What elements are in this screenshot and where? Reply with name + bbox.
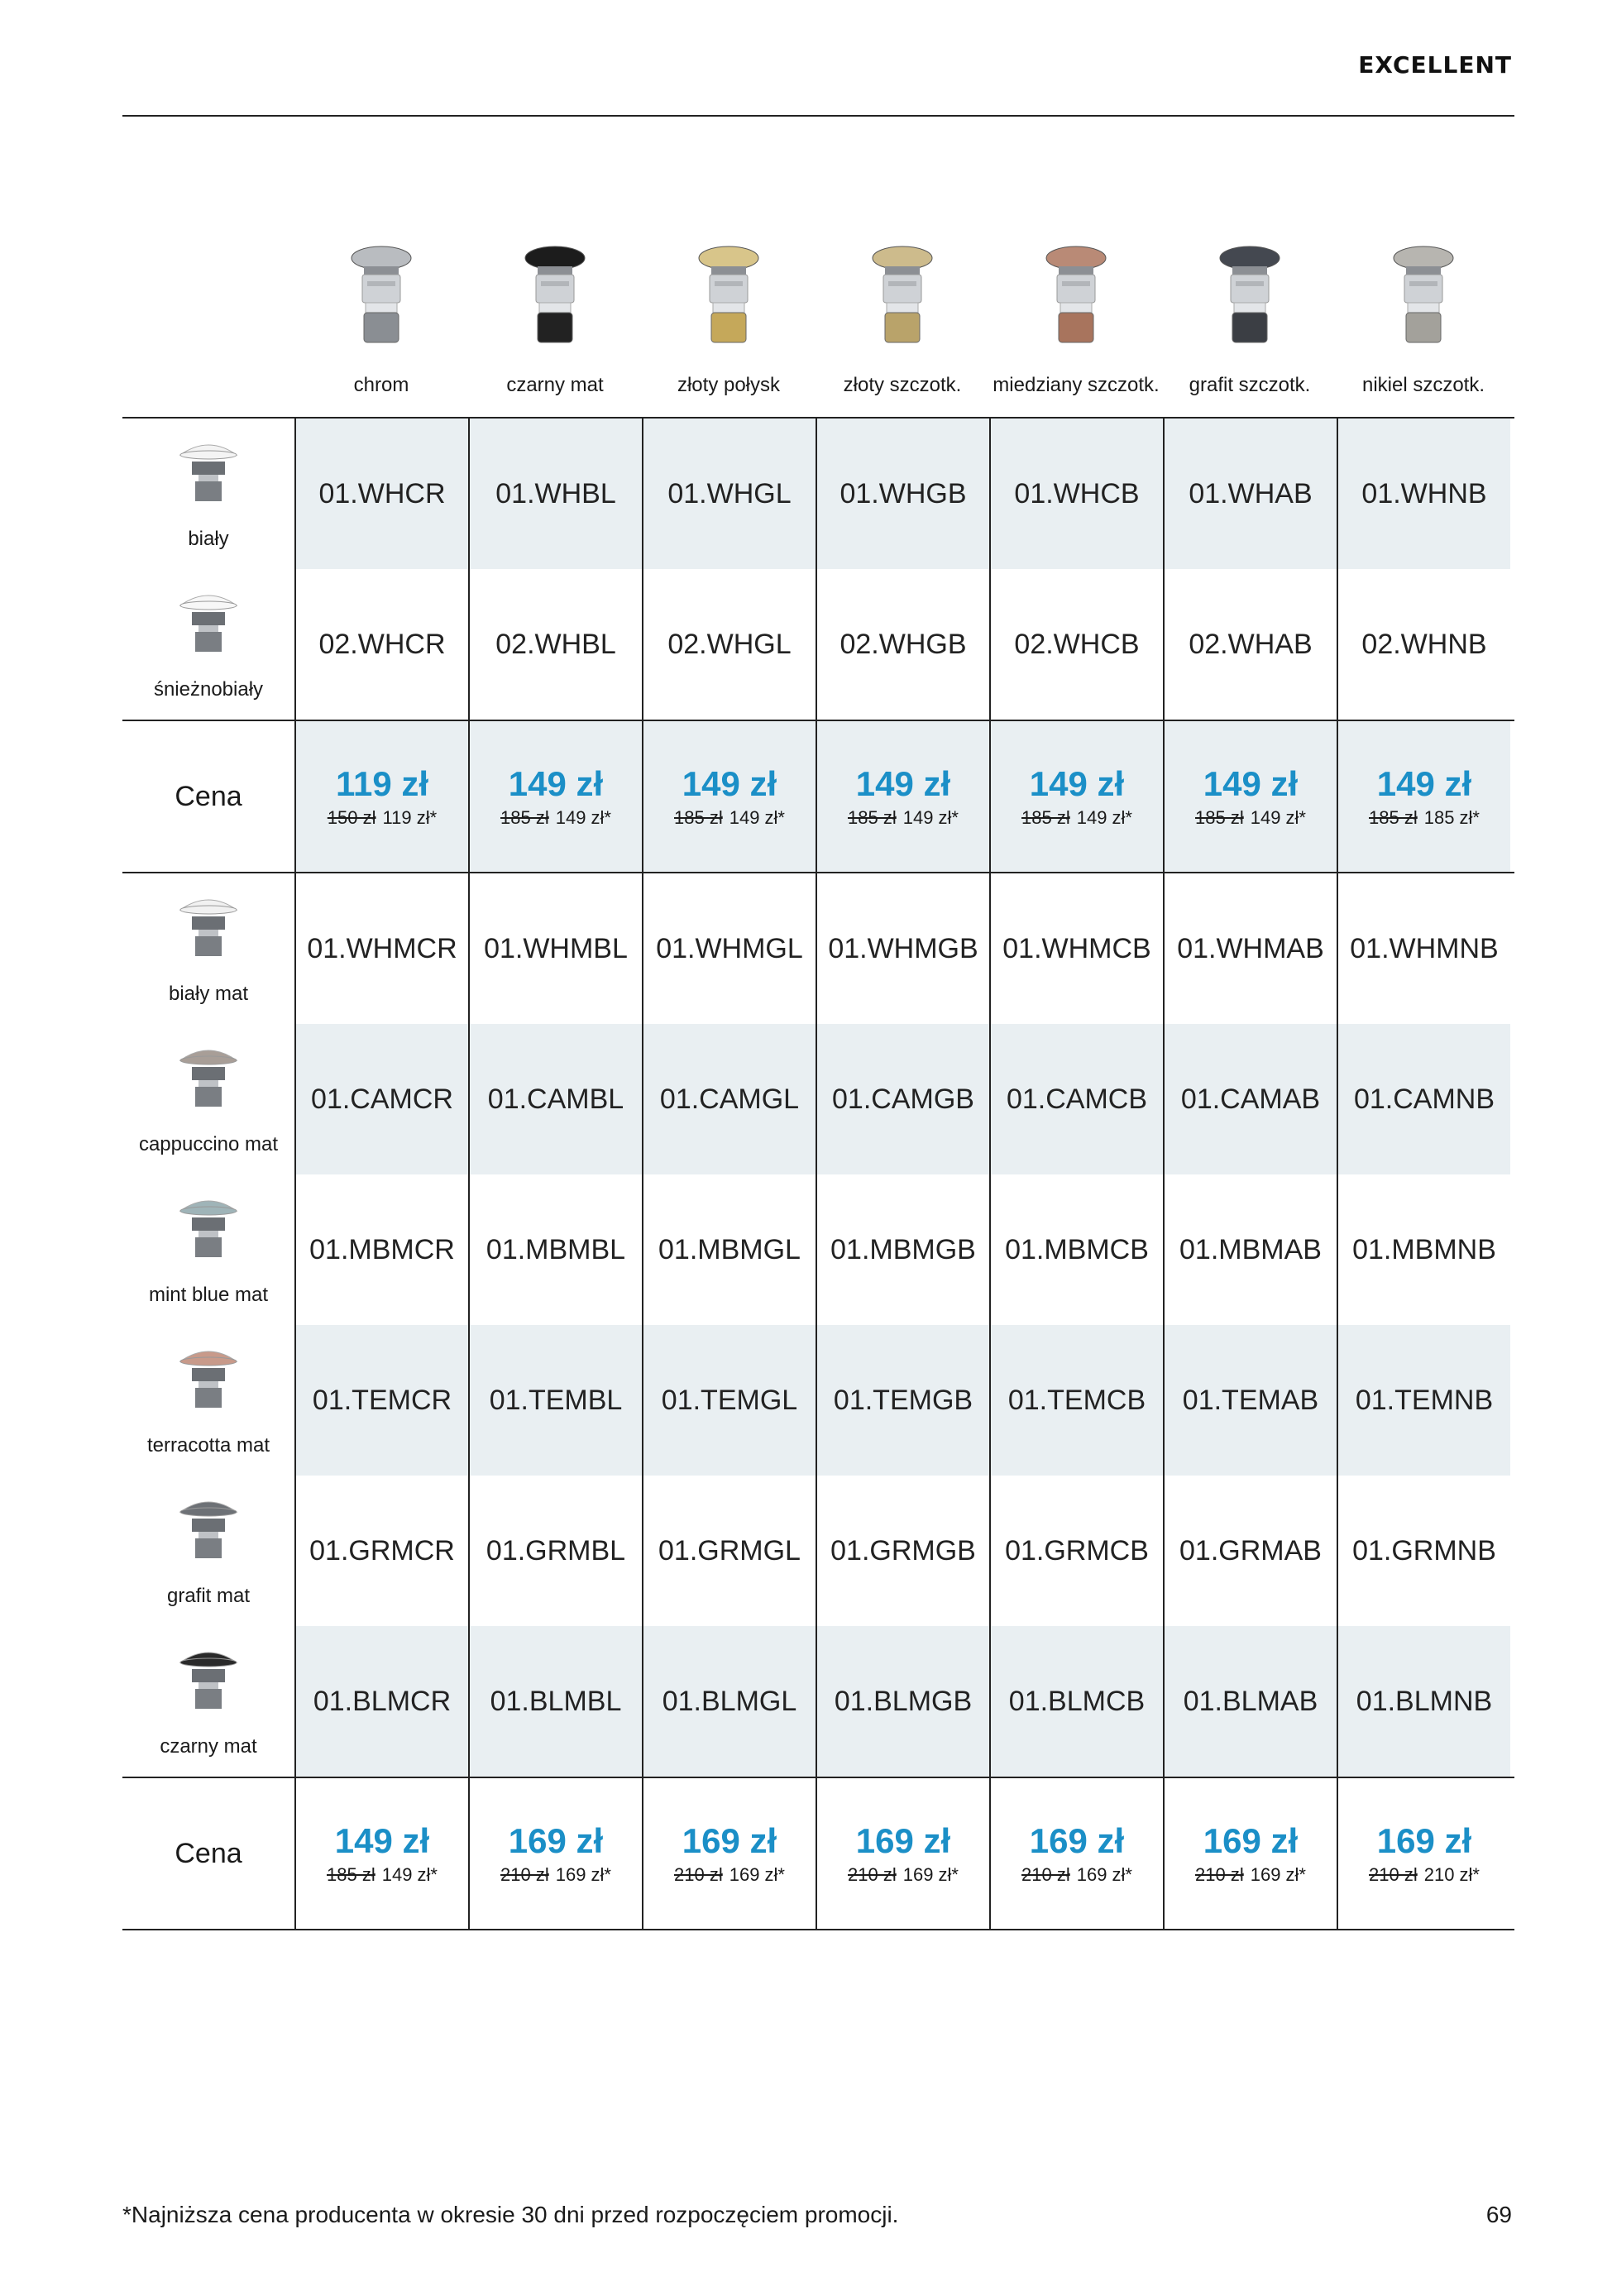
old-price: 185 zł <box>327 1864 375 1885</box>
price-cell <box>294 721 468 872</box>
product-row <box>122 1325 1514 1476</box>
cap-plug-icon <box>175 587 242 660</box>
cap-variant-label: grafit mat <box>166 1585 251 1607</box>
old-price: 210 zł <box>1369 1864 1418 1885</box>
product-code: 01.GRMGL <box>642 1476 816 1626</box>
finish-label: złoty szczotk. <box>843 374 962 396</box>
finish-column <box>816 240 989 405</box>
lowest-price: 169 zł* <box>1076 1864 1132 1885</box>
price-details <box>1369 1864 1480 1886</box>
product-code: 01.BLMNB <box>1337 1626 1510 1777</box>
product-code: 01.GRMCB <box>989 1476 1163 1626</box>
price-details <box>327 1864 438 1886</box>
product-code: 01.MBMCB <box>989 1174 1163 1325</box>
old-price: 210 zł <box>848 1864 897 1885</box>
product-code: 01.WHCB <box>989 419 1163 569</box>
product-code: 02.WHAB <box>1163 569 1337 720</box>
cap-plug-icon <box>175 1644 242 1717</box>
product-code: 01.WHMNB <box>1337 873 1510 1024</box>
product-row <box>122 1024 1514 1174</box>
finish-label: złoty połysk <box>677 374 781 396</box>
price-cell <box>294 1778 468 1929</box>
old-price: 185 zł <box>848 807 897 828</box>
product-row <box>122 569 1514 720</box>
price-details <box>1195 807 1306 829</box>
promo-price: 119 zł <box>335 764 429 803</box>
product-code: 01.MBMGL <box>642 1174 816 1325</box>
product-code: 01.MBMGB <box>816 1174 989 1325</box>
promo-price: 169 zł <box>855 1821 951 1860</box>
price-cell <box>989 721 1163 872</box>
product-code: 01.WHAB <box>1163 419 1337 569</box>
product-code: 01.CAMBL <box>468 1024 642 1174</box>
price-details <box>328 807 437 829</box>
cap-variant <box>122 1325 294 1476</box>
old-price: 210 zł <box>1021 1864 1070 1885</box>
product-code: 01.BLMAB <box>1163 1626 1337 1777</box>
price-cell <box>1163 1778 1337 1929</box>
finish-column <box>1337 240 1510 405</box>
cap-variant <box>122 569 294 720</box>
product-code: 01.BLMBL <box>468 1626 642 1777</box>
product-code: 01.WHBL <box>468 419 642 569</box>
cap-variant-label: terracotta mat <box>146 1434 270 1457</box>
price-cell <box>816 721 989 872</box>
price-details <box>1369 807 1480 829</box>
product-code: 01.CAMGL <box>642 1024 816 1174</box>
lowest-price: 149 zł* <box>555 807 611 828</box>
footnote: *Najniższa cena producenta w okresie 30 dni przed rozpoczęciem promocji. <box>122 2202 899 2227</box>
finish-column <box>989 240 1163 405</box>
old-price: 185 zł <box>1195 807 1244 828</box>
product-code: 02.WHGL <box>642 569 816 720</box>
price-details <box>500 1864 611 1886</box>
cap-plug-icon <box>175 437 242 509</box>
finish-header <box>122 240 1514 405</box>
lowest-price: 169 zł* <box>1250 1864 1306 1885</box>
product-code: 01.GRMAB <box>1163 1476 1337 1626</box>
finish-label: nikiel szczotk. <box>1361 374 1485 396</box>
lowest-price: 149 zł* <box>1250 807 1306 828</box>
cap-variant-label: mint blue mat <box>148 1284 269 1306</box>
promo-price: 169 zł <box>1203 1821 1299 1860</box>
product-code: 01.CAMCB <box>989 1024 1163 1174</box>
finish-label: chrom <box>353 374 409 396</box>
price-details <box>848 1864 959 1886</box>
product-code: 01.CAMCR <box>294 1024 468 1174</box>
product-code: 01.BLMCB <box>989 1626 1163 1777</box>
product-code: 01.WHMBL <box>468 873 642 1024</box>
price-details <box>848 807 959 829</box>
lowest-price: 119 zł* <box>382 807 438 828</box>
cap-variant-label: biały <box>188 528 229 550</box>
finish-column <box>468 240 642 405</box>
drain-plug-icon <box>691 240 766 356</box>
cap-plug-icon <box>175 1042 242 1115</box>
cap-variant <box>122 1024 294 1174</box>
price-details <box>1021 807 1132 829</box>
promo-price: 169 zł <box>682 1821 777 1860</box>
lowest-price: 149 zł* <box>902 807 959 828</box>
cap-plug-icon <box>175 892 242 964</box>
product-row <box>122 1626 1514 1777</box>
price-cell <box>642 1778 816 1929</box>
product-code: 01.BLMGB <box>816 1626 989 1777</box>
product-code: 01.WHNB <box>1337 419 1510 569</box>
drain-plug-icon <box>865 240 940 356</box>
cap-variant <box>122 1626 294 1777</box>
product-code: 01.MBMCR <box>294 1174 468 1325</box>
product-code: 02.WHCB <box>989 569 1163 720</box>
price-details <box>500 807 611 829</box>
lowest-price: 149 zł* <box>381 1864 438 1885</box>
lowest-price: 185 zł* <box>1423 807 1480 828</box>
product-code: 01.TEMAB <box>1163 1325 1337 1476</box>
product-row <box>122 419 1514 569</box>
finish-label: grafit szczotk. <box>1189 374 1311 396</box>
cap-plug-icon <box>175 1193 242 1265</box>
cap-variant-label: biały mat <box>168 983 249 1005</box>
cap-plug-icon <box>175 1494 242 1567</box>
product-code: 01.WHGL <box>642 419 816 569</box>
cap-variant <box>122 1476 294 1626</box>
product-code: 01.BLMGL <box>642 1626 816 1777</box>
page-number: 69 <box>1485 2202 1512 2227</box>
old-price: 185 zł <box>1021 807 1070 828</box>
finish-label: czarny mat <box>506 374 604 396</box>
promo-price: 169 zł <box>508 1821 604 1860</box>
promo-price: 149 zł <box>855 764 951 803</box>
price-row <box>122 720 1514 872</box>
finish-column <box>1163 240 1337 405</box>
product-code: 01.WHMGL <box>642 873 816 1024</box>
cap-variant <box>122 1174 294 1325</box>
product-code: 01.CAMGB <box>816 1024 989 1174</box>
brand-logo: EXCELLENT <box>1358 51 1512 79</box>
product-code: 01.TEMCR <box>294 1325 468 1476</box>
drain-plug-icon <box>344 240 419 356</box>
drain-plug-icon <box>1213 240 1287 356</box>
promo-price: 149 zł <box>682 764 777 803</box>
price-details <box>674 807 785 829</box>
price-details <box>674 1864 785 1886</box>
old-price: 210 zł <box>674 1864 723 1885</box>
price-cell <box>1337 721 1510 872</box>
product-code: 02.WHGB <box>816 569 989 720</box>
old-price: 210 zł <box>1195 1864 1244 1885</box>
cap-variant-label: cappuccino mat <box>138 1133 279 1155</box>
product-code: 01.CAMAB <box>1163 1024 1337 1174</box>
promo-price: 149 zł <box>508 764 604 803</box>
price-cell <box>468 1778 642 1929</box>
price-details <box>1021 1864 1132 1886</box>
price-cell <box>816 1778 989 1929</box>
product-table <box>122 417 1514 1930</box>
product-code: 01.TEMCB <box>989 1325 1163 1476</box>
cap-variant <box>122 873 294 1024</box>
cap-variant <box>122 419 294 569</box>
section-matte-caps <box>122 872 1514 1930</box>
lowest-price: 149 zł* <box>729 807 785 828</box>
price-cell <box>989 1778 1163 1929</box>
product-code: 01.CAMNB <box>1337 1024 1510 1174</box>
product-code: 01.TEMNB <box>1337 1325 1510 1476</box>
price-details <box>1195 1864 1306 1886</box>
product-code: 01.MBMAB <box>1163 1174 1337 1325</box>
product-code: 01.TEMGB <box>816 1325 989 1476</box>
old-price: 185 zł <box>674 807 723 828</box>
promo-price: 149 zł <box>1029 764 1125 803</box>
price-cell <box>642 721 816 872</box>
lowest-price: 169 zł* <box>902 1864 959 1885</box>
cap-variant-label: śnieżnobiały <box>153 678 264 701</box>
promo-price: 169 zł <box>1376 1821 1472 1860</box>
product-code: 01.WHMCB <box>989 873 1163 1024</box>
price-cell <box>468 721 642 872</box>
product-code: 01.GRMBL <box>468 1476 642 1626</box>
product-code: 01.TEMBL <box>468 1325 642 1476</box>
product-code: 01.GRMGB <box>816 1476 989 1626</box>
lowest-price: 149 zł* <box>1076 807 1132 828</box>
price-cell <box>1337 1778 1510 1929</box>
drain-plug-icon <box>1039 240 1113 356</box>
product-code: 01.GRMNB <box>1337 1476 1510 1626</box>
product-code: 01.TEMGL <box>642 1325 816 1476</box>
section-white-caps <box>122 417 1514 872</box>
product-code: 02.WHBL <box>468 569 642 720</box>
drain-plug-icon <box>518 240 592 356</box>
finish-column <box>294 240 468 405</box>
promo-price: 169 zł <box>1029 1821 1125 1860</box>
cap-variant-label: czarny mat <box>160 1735 257 1758</box>
product-code: 02.WHNB <box>1337 569 1510 720</box>
promo-price: 149 zł <box>1203 764 1299 803</box>
product-code: 01.BLMCR <box>294 1626 468 1777</box>
product-code: 01.WHCR <box>294 419 468 569</box>
price-label: Cena <box>175 1837 242 1869</box>
price-cell <box>1163 721 1337 872</box>
product-code: 01.WHGB <box>816 419 989 569</box>
product-code: 01.MBMNB <box>1337 1174 1510 1325</box>
product-row <box>122 873 1514 1024</box>
drain-plug-icon <box>1386 240 1461 356</box>
promo-price: 149 zł <box>1376 764 1472 803</box>
product-row <box>122 1476 1514 1626</box>
product-row <box>122 1174 1514 1325</box>
price-label: Cena <box>175 780 242 812</box>
product-code: 01.WHMGB <box>816 873 989 1024</box>
promo-price: 149 zł <box>334 1821 430 1860</box>
price-row <box>122 1777 1514 1929</box>
product-code: 01.MBMBL <box>468 1174 642 1325</box>
lowest-price: 169 zł* <box>729 1864 785 1885</box>
product-code: 01.WHMCR <box>294 873 468 1024</box>
finish-column <box>642 240 816 405</box>
old-price: 150 zł <box>327 807 376 828</box>
lowest-price: 210 zł* <box>1423 1864 1480 1885</box>
old-price: 185 zł <box>500 807 549 828</box>
cap-plug-icon <box>175 1343 242 1416</box>
product-code: 02.WHCR <box>294 569 468 720</box>
product-code: 01.GRMCR <box>294 1476 468 1626</box>
old-price: 185 zł <box>1369 807 1418 828</box>
old-price: 210 zł <box>500 1864 549 1885</box>
lowest-price: 169 zł* <box>555 1864 611 1885</box>
header-divider <box>122 115 1514 117</box>
finish-label: miedziany szczotk. <box>993 374 1160 396</box>
product-code: 01.WHMAB <box>1163 873 1337 1024</box>
